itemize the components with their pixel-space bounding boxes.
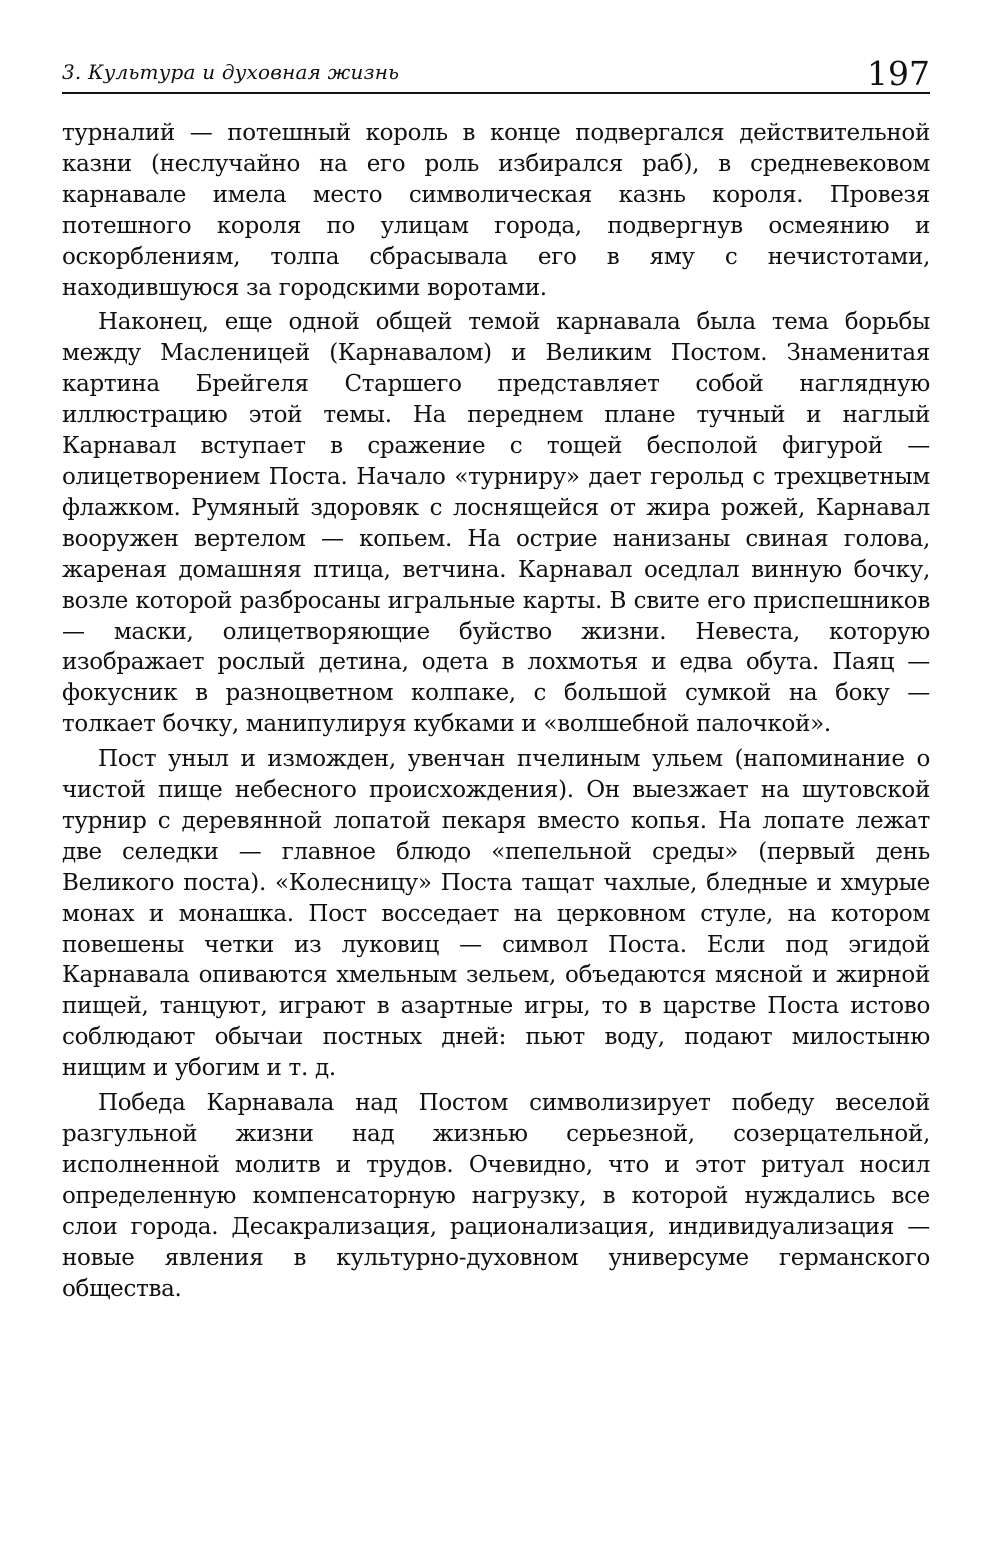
body-text bbox=[62, 118, 930, 1304]
paragraph: Победа Карнавала над Постом символизирует победу веселой разгульной жизни над жизнью серьезной, созерцательной, исполненной молитв и трудов. Очевидно, что и этот ритуал носил определенную компенсаторную нагрузку, в которой нуждались все слои города. Десакрализация, рационализация, индивидуализация — новые явления в культурно-духовном универсуме германского общества. bbox=[62, 1090, 930, 1302]
paragraph: турналий — потешный король в конце подвергался действительной казни (неслучайно на его роль избирался раб), в средневековом карнавале имела место символическая казнь короля. Провезя потешного короля по улицам города, подвергнув осмеянию и оскорблениям, толпа сбрасывала его в яму с нечистотами, находившуюся за городскими воротами. bbox=[62, 120, 930, 301]
page-number: 197 bbox=[867, 54, 930, 93]
running-header bbox=[62, 44, 930, 94]
section-title: 3. Культура и духовная жизнь bbox=[62, 60, 400, 84]
paragraph: Пост уныл и изможден, увенчан пчелиным ульем (напоминание о чистой пище небесного происхождения). Он выезжает на шутовской турнир с деревянной лопатой пекаря вместо копья. На лопате лежат две селедки — главное блюдо «пепельной среды» (первый день Великого поста). «Колесницу» Поста тащат чахлые, бледные и хмурые монах и монашка. Пост восседает на церковном стуле, на котором повешены четки из луковиц — символ Поста. Если под эгидой Карнавала опиваются хмельным зельем, объедаются мясной и жирной пищей, танцуют, играют в азартные игры, то в царстве Поста истово соблюдают обычаи постных дней: пьют воду, подают милостыню нищим и убогим и т. д. bbox=[62, 746, 930, 1082]
paragraph: Наконец, еще одной общей темой карнавала была тема борьбы между Масленицей (Карнавалом) и Великим Постом. Знаменитая картина Брейгеля Старшего представляет собой наглядную иллюстрацию этой темы. На переднем плане тучный и наглый Карнавал вступает в сражение с тощей бесполой фигурой — олицетворением Поста. Начало «турниру» дает герольд с трехцветным флажком. Румяный здоровяк с лоснящейся от жира рожей, Карнавал вооружен вертелом — копьем. На острие нанизаны свиная голова, жареная домашняя птица, ветчина. Карнавал оседлал винную бочку, возле которой разбросаны игральные карты. В свите его приспешников — маски, олицетворяющие буйство жизни. Невеста, которую изображает рослый детина, одета в лохмотья и едва обута. Паяц — фокусник в разноцветном колпаке, с большой сумкой на боку — толкает бочку, манипулируя кубками и «волшебной палочкой». bbox=[62, 309, 930, 738]
